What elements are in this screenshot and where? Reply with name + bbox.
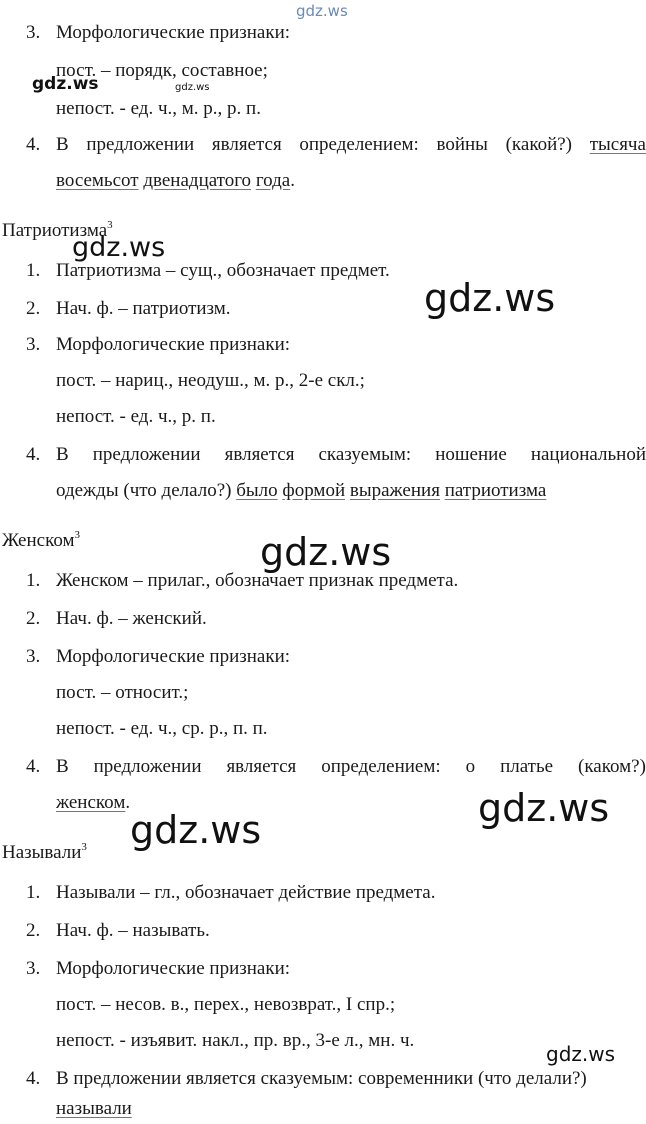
item-number: 4.: [26, 444, 41, 465]
watermark: gdz.ws: [72, 232, 166, 263]
item-number: 2.: [26, 298, 41, 319]
underlined-word: тысяча: [589, 134, 646, 155]
item-text: Женском – прилаг., обозначает признак предмета.: [56, 570, 459, 591]
item-number: 4.: [26, 134, 41, 155]
item-text: Нач. ф. – патриотизм.: [56, 298, 231, 319]
item-text: Морфологические признаки:: [56, 334, 291, 355]
item-text-continued: [56, 1096, 132, 1122]
item-text: Называли – гл., обозначает действие предмета.: [56, 882, 436, 903]
item-text: В предложении является определением: войны (какой?) тысяча: [56, 132, 646, 158]
item-number: 3.: [26, 646, 41, 667]
underlined-word: двенадцатого: [143, 170, 252, 191]
item-text-continued: одежды (что делало?) было формой выражения патриотизма: [56, 480, 547, 501]
underlined-word: года: [255, 170, 291, 191]
underlined-word: называли: [56, 1098, 132, 1119]
item-number: 1.: [26, 882, 41, 903]
underlined-word: формой: [282, 480, 346, 501]
underlined-word: патриотизма: [444, 480, 547, 501]
watermark: gdz.ws: [260, 530, 392, 574]
item-number: 3.: [26, 334, 41, 355]
item-text: Нач. ф. – называть.: [56, 920, 210, 941]
watermark: gdz.ws: [32, 74, 99, 94]
item-number: 2.: [26, 920, 41, 941]
constant-features: пост. – относит.;: [56, 682, 189, 703]
watermark: gdz.ws: [424, 276, 556, 320]
variable-features: непост. - ед. ч., р. п.: [56, 406, 216, 427]
watermark: gdz.ws: [130, 808, 262, 852]
variable-features: непост. - ед. ч., ср. р., п. п.: [56, 718, 268, 739]
underlined-word: выражения: [349, 480, 440, 501]
constant-features: пост. – порядк, составное;: [56, 60, 268, 81]
item-number: 4.: [26, 756, 41, 777]
item-text: В предложении является сказуемым: ношение национальной: [56, 444, 646, 465]
item-text-continued: восемьсот двенадцатого года.: [56, 170, 295, 191]
section-heading: Называли$^3$: [2, 841, 87, 863]
underlined-word: восемьсот: [56, 170, 139, 191]
section-heading: Женском$^3$: [2, 529, 81, 551]
item-text: Морфологические признаки:: [56, 958, 291, 979]
variable-features: непост. - ед. ч., м. р., р. п.: [56, 98, 261, 119]
watermark: gdz.ws: [478, 786, 610, 830]
item-number: 1.: [26, 260, 41, 281]
item-number: 1.: [26, 570, 41, 591]
item-number: 4.: [26, 1068, 41, 1089]
item-text-continued: женском.: [56, 792, 131, 813]
item-text: В предложении является определением: о платье (каком?): [56, 756, 646, 777]
constant-features: пост. – несов. в., перех., невозврат., I спр.;: [56, 994, 396, 1015]
watermark: gdz.ws: [175, 82, 210, 93]
item-text: Морфологические признаки:: [56, 646, 291, 667]
item-number: 3.: [26, 958, 41, 979]
watermark: gdz.ws: [546, 1042, 616, 1066]
item-number: 3.: [26, 22, 41, 43]
item-number: 2.: [26, 608, 41, 629]
item-text: Морфологические признаки:: [56, 22, 291, 43]
constant-features: пост. – нариц., неодуш., м. р., 2-е скл.;: [56, 370, 365, 391]
item-text: В предложении является сказуемым: современники (что делали?): [56, 1068, 587, 1089]
section-heading: Патриотизма$^3$: [2, 219, 113, 241]
underlined-word: было: [236, 480, 278, 501]
variable-features: непост. - изъявит. накл., пр. вр., 3-е л., мн. ч.: [56, 1030, 415, 1051]
underlined-word: женском: [56, 792, 126, 813]
item-text: Нач. ф. – женский.: [56, 608, 207, 629]
watermark: gdz.ws: [296, 2, 348, 20]
item-text: Патриотизма – сущ., обозначает предмет.: [56, 260, 390, 281]
